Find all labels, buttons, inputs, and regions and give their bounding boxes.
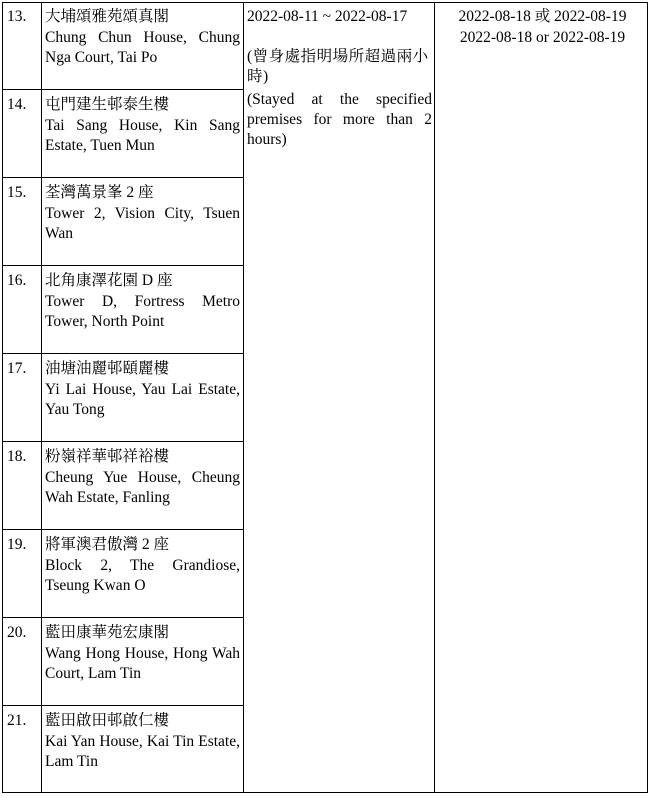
row-divider xyxy=(2,177,244,178)
visit-note-en: (Stayed at the specified premises for more than 2 hours) xyxy=(247,91,432,148)
premises-name-en: Block 2, The Grandiose, Tseung Kwan O xyxy=(45,557,240,594)
row-number: 13. xyxy=(7,8,27,25)
table-border-left xyxy=(2,2,3,793)
premises-name-en: Tower D, Fortress Metro Tower, North Point xyxy=(45,293,240,330)
premises-name-zh: 將軍澳君傲灣 2 座 xyxy=(45,536,170,553)
row-divider xyxy=(2,705,244,706)
column-divider xyxy=(243,2,244,793)
premises-name-zh: 北角康澤花園 D 座 xyxy=(45,272,173,289)
row-number: 19. xyxy=(7,536,27,553)
premises-name-zh: 藍田啟田邨啟仁樓 xyxy=(45,712,170,729)
row-number: 16. xyxy=(7,272,27,289)
visit-dates: 2022-08-11 ~ 2022-08-17 xyxy=(247,8,408,25)
premises-name-en: Cheung Yue House, Cheung Wah Estate, Fanling xyxy=(45,469,240,506)
table-border-top xyxy=(2,2,648,3)
row-number: 15. xyxy=(7,184,27,201)
premises-name-zh: 屯門建生邨泰生樓 xyxy=(45,96,170,113)
test-dates-zh: 2022-08-18 或 2022-08-19 xyxy=(458,8,627,25)
row-divider xyxy=(2,265,244,266)
row-number: 21. xyxy=(7,712,27,729)
row-divider xyxy=(2,441,244,442)
premises-name-en: Tai Sang House, Kin Sang Estate, Tuen Mun xyxy=(45,117,240,154)
premises-name-en: Wang Hong House, Hong Wah Court, Lam Tin xyxy=(45,645,240,682)
premises-name-zh: 荃灣萬景峯 2 座 xyxy=(45,184,154,201)
row-divider xyxy=(2,529,244,530)
row-number: 17. xyxy=(7,360,27,377)
premises-name-zh: 藍田康華苑宏康閣 xyxy=(45,624,170,641)
row-number: 18. xyxy=(7,448,27,465)
row-number: 20. xyxy=(7,624,27,641)
premises-name-zh: 大埔頌雅苑頌真閣 xyxy=(45,8,170,25)
premises-name-en: Yi Lai House, Yau Lai Estate, Yau Tong xyxy=(45,381,240,418)
premises-name-en: Chung Chun House, Chung Nga Court, Tai Po xyxy=(45,29,240,66)
row-number: 14. xyxy=(7,96,27,113)
row-divider xyxy=(2,617,244,618)
column-divider xyxy=(41,2,42,793)
premises-name-en: Tower 2, Vision City, Tsuen Wan xyxy=(45,205,240,242)
visit-note-zh: (曾身處指明場所超過兩小時) xyxy=(247,48,429,85)
column-divider xyxy=(434,2,435,793)
row-divider xyxy=(2,353,244,354)
premises-name-zh: 油塘油麗邨頤麗樓 xyxy=(45,360,170,377)
row-divider xyxy=(2,89,244,90)
premises-name-zh: 粉嶺祥華邨祥裕樓 xyxy=(45,448,170,465)
test-dates-en: 2022-08-18 or 2022-08-19 xyxy=(459,29,626,46)
table-border-right xyxy=(647,2,648,793)
premises-name-en: Kai Yan House, Kai Tin Estate, Lam Tin xyxy=(45,733,240,770)
table-border-bottom xyxy=(2,792,648,793)
